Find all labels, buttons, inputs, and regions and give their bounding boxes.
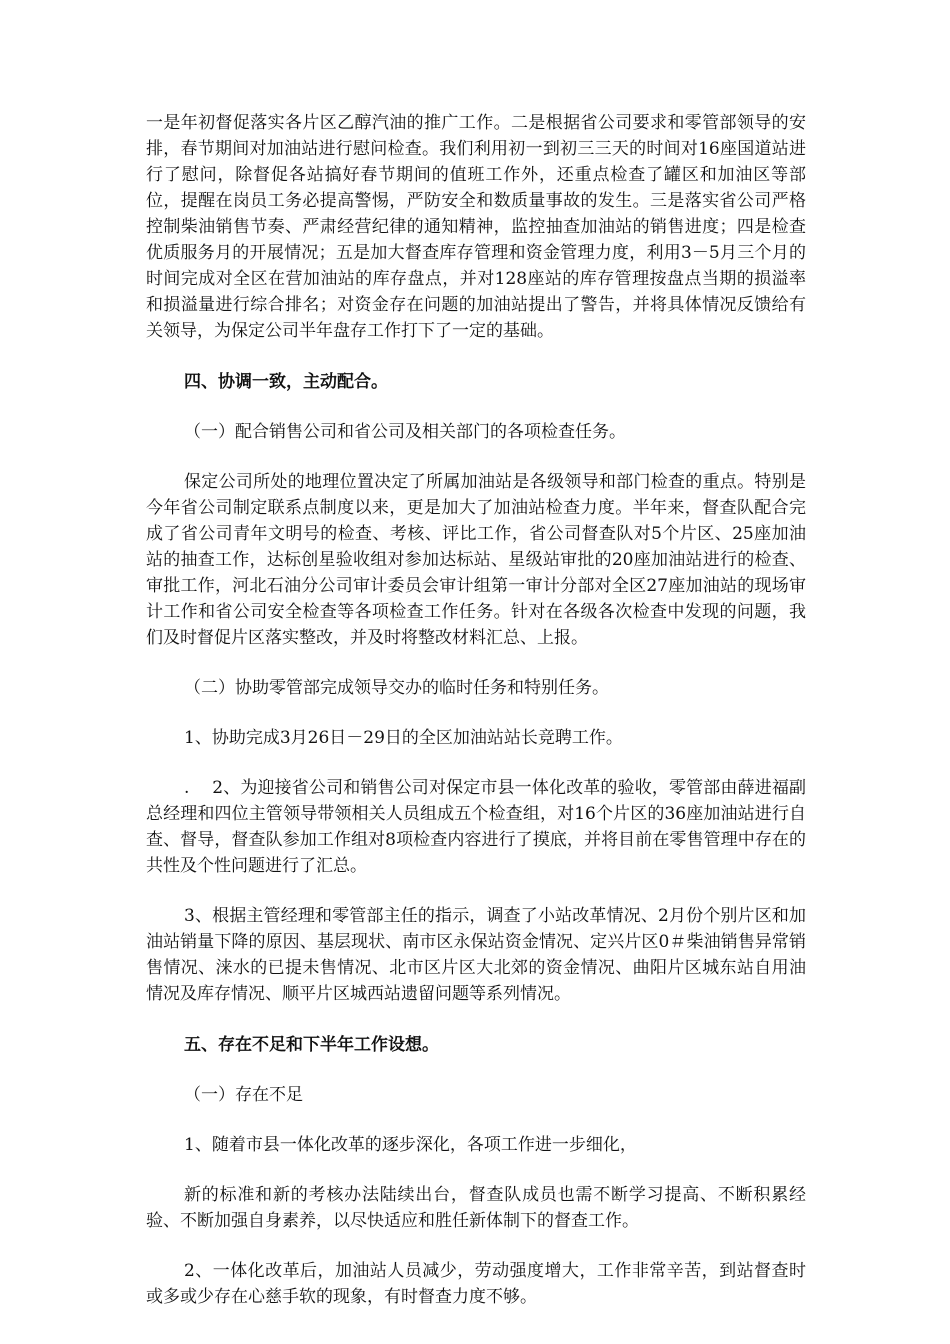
section-heading-4: 四、协调一致，主动配合。 bbox=[184, 372, 388, 392]
list-item-2: . 2、为迎接省公司和销售公司对保定市县一体化改革的验收，零管部由薛进福副总经理和四位主管领导带领相关人员组成五个检查组，对16个片区的36座加油站进行自查、督导，督查队参加工作组对8项检查内容进行了摸底，并将目前在零售管理中存在的共性及个性问题进行了汇总。 bbox=[146, 778, 806, 876]
subsection-heading-5-1: （一）存在不足 bbox=[184, 1085, 303, 1105]
list-item-1: 1、协助完成3月26日－29日的全区加油站站长竞聘工作。 bbox=[184, 728, 623, 748]
document-page bbox=[146, 110, 806, 1310]
paragraph-inspection-cooperation: 保定公司所处的地理位置决定了所属加油站是各级领导和部门检查的重点。特别是今年省公司制定联系点制度以来，更是加大了加油站检查力度。半年来，督查队配合完成了省公司青年文明号的检查、考核、评比工作，省公司督查队对5个片区、25座加油站的抽查工作，达标创星验收组对参加达标站、星级站审批的20座加油站进行的检查、审批工作，河北石油分公司审计委员会审计组第一审计分部对全区27座加油站的现场审计工作和省公司安全检查等各项检查工作任务。针对在各级各次检查中发现的问题，我们及时督促片区落实整改，并及时将整改材料汇总、上报。 bbox=[146, 472, 806, 648]
section-heading-5: 五、存在不足和下半年工作设想。 bbox=[184, 1035, 439, 1055]
paragraph-opening: 一是年初督促落实各片区乙醇汽油的推广工作。二是根据省公司要求和零管部领导的安排，春节期间对加油站进行慰问检查。我们利用初一到初三三天的时间对16座国道站进行了慰问，除督促各站搞好春节期间的值班工作外，还重点检查了罐区和加油区等部位，提醒在岗员工务必提高警惕，严防安全和数质量事故的发生。三是落实省公司严格控制柴油销售节奏、严肃经营纪律的通知精神，监控抽查加油站的销售进度；四是检查优质服务月的开展情况；五是加大督查库存管理和资金管理力度，利用3－5月三个月的时间完成对全区在营加油站的库存盘点，并对128座站的库存管理按盘点当期的损溢率和损溢量进行综合排名；对资金存在问题的加油站提出了警告，并将具体情况反馈给有关领导，为保定公司半年盘存工作打下了一定的基础。 bbox=[146, 113, 806, 341]
subsection-heading-4-1: （一）配合销售公司和省公司及相关部门的各项检查任务。 bbox=[184, 422, 626, 442]
subsection-heading-4-2: （二）协助零管部完成领导交办的临时任务和特别任务。 bbox=[184, 678, 609, 698]
shortcoming-item-1-continued: 新的标准和新的考核办法陆续出台，督查队成员也需不断学习提高、不断积累经验、不断加强自身素养，以尽快适应和胜任新体制下的督查工作。 bbox=[146, 1185, 806, 1231]
shortcoming-item-1: 1、随着市县一体化改革的逐步深化，各项工作进一步细化， bbox=[184, 1135, 637, 1155]
shortcoming-item-2: 2、一体化改革后，加油站人员减少，劳动强度增大，工作非常辛苦，到站督查时或多或少存在心慈手软的现象，有时督查力度不够。 bbox=[146, 1261, 806, 1307]
list-item-3: 3、根据主管经理和零管部主任的指示，调查了小站改革情况、2月份个别片区和加油站销量下降的原因、基层现状、南市区永保站资金情况、定兴片区0＃柴油销售异常销售情况、涞水的已提未售情况、北市区片区大北郊的资金情况、曲阳片区城东站自用油情况及库存情况、顺平片区城西站遗留问题等系列情况。 bbox=[146, 906, 806, 1004]
